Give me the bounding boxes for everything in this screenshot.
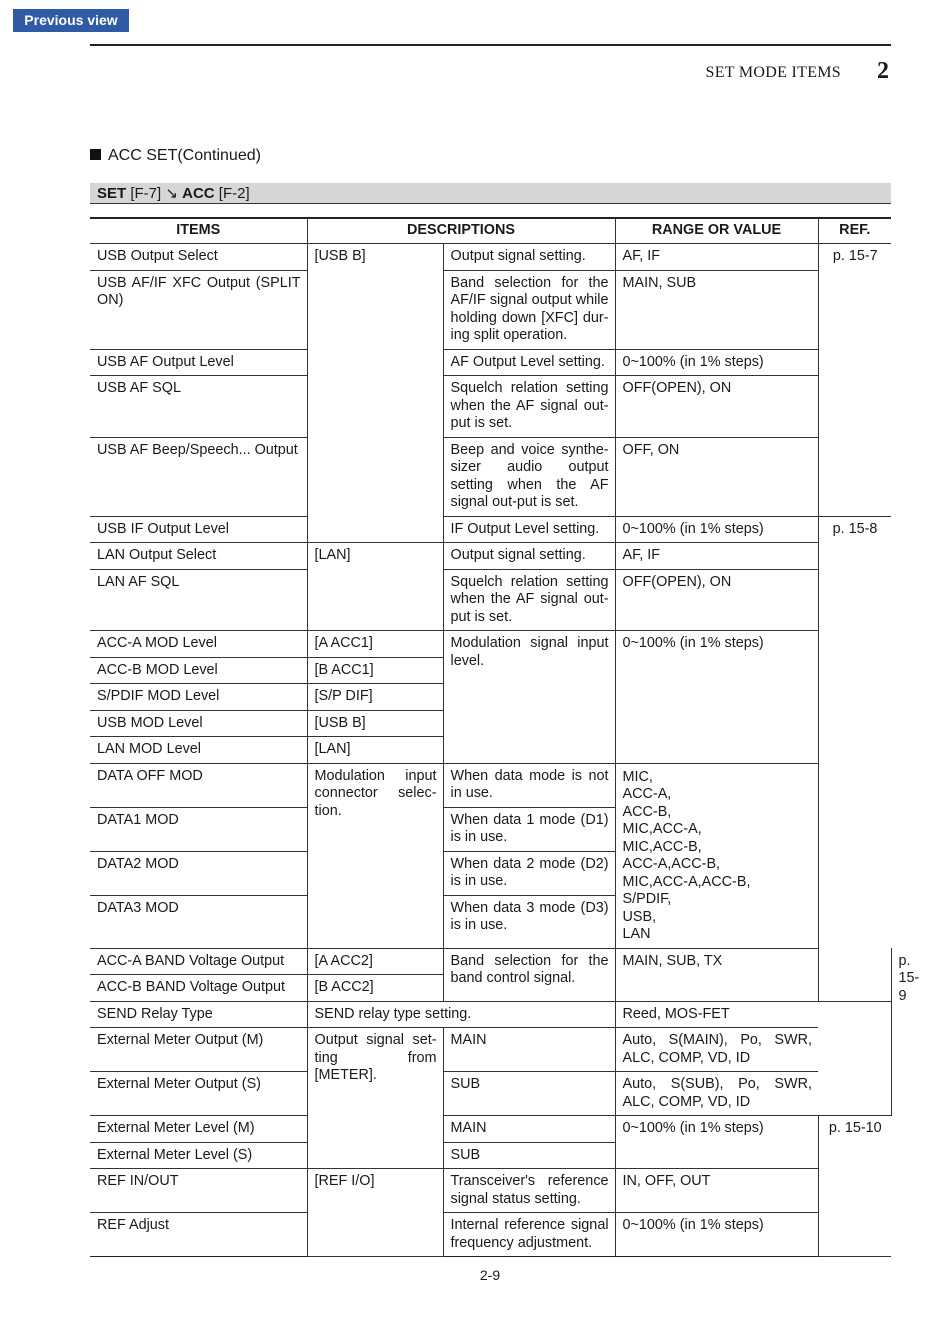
- desc-cell: Transceiver's reference signal status setting.: [443, 1169, 615, 1213]
- range-line: MIC,ACC-A,: [622, 821, 702, 837]
- menu-path-bar: [90, 183, 891, 204]
- table-row: [90, 1213, 891, 1257]
- item-cell: USB Output Select: [90, 244, 307, 271]
- connector-cell: Modulation input connector selec-tion.: [307, 763, 443, 948]
- item-cell: LAN Output Select: [90, 543, 307, 570]
- table-row: [90, 516, 891, 543]
- range-cell: AF, IF: [615, 244, 818, 271]
- connector-cell: [A ACC1]: [307, 631, 443, 658]
- item-cell: USB AF Beep/Speech... Output: [90, 437, 307, 516]
- connector-cell: [REF I/O]: [307, 1169, 443, 1257]
- table-row: [90, 1072, 891, 1116]
- table-row: [90, 244, 891, 271]
- item-cell: ACC-B MOD Level: [90, 657, 307, 684]
- range-line: ACC-A,: [622, 786, 672, 802]
- range-cell: 0~100% (in 1% steps): [615, 516, 818, 543]
- table-row: [90, 349, 891, 376]
- acc-key: [F-2]: [214, 185, 250, 202]
- desc-cell: Modulation signal input level.: [443, 631, 615, 764]
- range-line: S/PDIF,: [622, 891, 672, 907]
- connector-cell: [USB B]: [307, 710, 443, 737]
- connector-cell: [B ACC1]: [307, 657, 443, 684]
- range-line: MIC,: [622, 768, 653, 785]
- range-line: ACC-B,: [622, 803, 672, 820]
- range-cell: Auto, S(MAIN), Po, SWR, ALC, COMP, VD, ID: [615, 1028, 818, 1072]
- desc-cell: When data mode is not in use.: [443, 763, 615, 807]
- item-cell: USB MOD Level: [90, 710, 307, 737]
- item-cell: DATA3 MOD: [90, 895, 307, 948]
- item-cell: LAN AF SQL: [90, 569, 307, 631]
- header-descriptions: DESCRIPTIONS: [307, 218, 615, 244]
- item-cell: External Meter Level (M): [90, 1116, 307, 1143]
- item-cell: DATA1 MOD: [90, 807, 307, 851]
- range-cell: OFF(OPEN), ON: [615, 376, 818, 438]
- desc-cell: Squelch relation setting when the AF signal out-put is set.: [443, 376, 615, 438]
- range-cell: MAIN, SUB, TX: [615, 948, 818, 1001]
- desc-cell: Internal reference signal frequency adjustment.: [443, 1213, 615, 1257]
- table-row: [90, 1169, 891, 1213]
- connector-cell: [LAN]: [307, 737, 443, 764]
- table-row: [90, 543, 891, 570]
- desc-cell: When data 2 mode (D2) is in use.: [443, 851, 615, 895]
- range-cell: MAIN, SUB: [615, 270, 818, 349]
- arrow-icon: ↘: [165, 185, 178, 202]
- desc-cell: IF Output Level setting.: [443, 516, 615, 543]
- table-header-row: [90, 218, 891, 244]
- item-cell: DATA2 MOD: [90, 851, 307, 895]
- desc-cell: Output signal setting.: [443, 543, 615, 570]
- desc-cell: AF Output Level setting.: [443, 349, 615, 376]
- desc-cell: When data 1 mode (D1) is in use.: [443, 807, 615, 851]
- desc-cell: SUB: [443, 1072, 615, 1116]
- item-cell: LAN MOD Level: [90, 737, 307, 764]
- range-cell: Reed, MOS-FET: [615, 1001, 818, 1028]
- table-row: [90, 1028, 891, 1072]
- acc-label: ACC: [182, 185, 215, 202]
- item-cell: SEND Relay Type: [90, 1001, 307, 1028]
- range-cell: OFF, ON: [615, 437, 818, 516]
- set-label: SET: [97, 185, 127, 202]
- table-row: [90, 437, 891, 516]
- item-cell: ACC-B BAND Voltage Output: [90, 975, 307, 1002]
- acc-set-table: [90, 217, 920, 1257]
- desc-cell: When data 3 mode (D3) is in use.: [443, 895, 615, 948]
- item-cell: USB AF Output Level: [90, 349, 307, 376]
- table-row: [90, 376, 891, 438]
- item-cell: USB AF SQL: [90, 376, 307, 438]
- desc-cell: Squelch relation setting when the AF signal out-put is set.: [443, 569, 615, 631]
- desc-cell: MAIN: [443, 1116, 615, 1143]
- header-rule: [90, 44, 891, 46]
- chapter-number: 2: [877, 58, 889, 84]
- range-line: MIC,ACC-A,ACC-B,: [622, 873, 751, 890]
- ref-cell: p. 15-8: [818, 516, 891, 1001]
- table-row: [90, 763, 891, 807]
- item-cell: DATA OFF MOD: [90, 763, 307, 807]
- section-title-text: ACC SET(Continued): [108, 147, 261, 164]
- connector-cell: [S/P DIF]: [307, 684, 443, 711]
- range-line: MIC,ACC-B,: [622, 838, 702, 855]
- connector-cell: [USB B]: [307, 244, 443, 543]
- section-title: [90, 147, 261, 165]
- connector-cell: [A ACC2]: [307, 948, 443, 975]
- item-cell: ACC-A BAND Voltage Output: [90, 948, 307, 975]
- connector-cell: Output signal set-ting from [METER].: [307, 1028, 443, 1169]
- item-cell: USB AF/IF XFC Output (SPLIT ON): [90, 270, 307, 349]
- item-cell: REF IN/OUT: [90, 1169, 307, 1213]
- desc-cell: SUB: [443, 1142, 615, 1169]
- item-cell: S/PDIF MOD Level: [90, 684, 307, 711]
- desc-cell: Band selection for the band control signal.: [443, 948, 615, 1001]
- range-cell: [615, 763, 818, 948]
- desc-cell: Beep and voice synthe-sizer audio output setting when the AF signal out-put is set.: [443, 437, 615, 516]
- page-number: 2-9: [479, 1267, 501, 1283]
- table-row: [90, 270, 891, 349]
- header-title: SET MODE ITEMS: [705, 64, 841, 81]
- range-cell: 0~100% (in 1% steps): [615, 1116, 818, 1169]
- item-cell: REF Adjust: [90, 1213, 307, 1257]
- connector-cell: [LAN]: [307, 543, 443, 631]
- range-line: LAN: [622, 926, 651, 942]
- header-range: RANGE OR VALUE: [615, 218, 818, 244]
- table-row: [90, 1116, 891, 1143]
- ref-cell: p. 15-7: [818, 244, 891, 517]
- range-cell: 0~100% (in 1% steps): [615, 349, 818, 376]
- table-row: [90, 569, 891, 631]
- header-items: ITEMS: [90, 218, 307, 244]
- item-cell: External Meter Level (S): [90, 1142, 307, 1169]
- item-cell: ACC-A MOD Level: [90, 631, 307, 658]
- item-cell: External Meter Output (M): [90, 1028, 307, 1072]
- previous-view-button[interactable]: Previous view: [13, 9, 129, 32]
- range-cell: IN, OFF, OUT: [615, 1169, 818, 1213]
- black-square-icon: [90, 149, 101, 160]
- table-row: [90, 631, 891, 658]
- desc-cell: SEND relay type setting.: [307, 1001, 615, 1028]
- desc-cell: Output signal setting.: [443, 244, 615, 271]
- desc-cell: Band selection for the AF/IF signal output while holding down [XFC] dur-ing split operation.: [443, 270, 615, 349]
- connector-cell: [B ACC2]: [307, 975, 443, 1002]
- set-key: [F-7]: [126, 185, 166, 202]
- range-cell: Auto, S(SUB), Po, SWR, ALC, COMP, VD, ID: [615, 1072, 818, 1116]
- table-row: [90, 1001, 891, 1028]
- item-cell: USB IF Output Level: [90, 516, 307, 543]
- table-row: ACC-A BAND Voltage Output [A ACC2] Band selection for the band control signal. MAIN, SUB, TX p. 15-9: [90, 948, 891, 975]
- range-line: ACC-A,ACC-B,: [622, 856, 721, 872]
- item-cell: External Meter Output (S): [90, 1072, 307, 1116]
- range-cell: AF, IF: [615, 543, 818, 570]
- range-cell: 0~100% (in 1% steps): [615, 631, 818, 764]
- range-cell: OFF(OPEN), ON: [615, 569, 818, 631]
- header-ref: REF.: [818, 218, 891, 244]
- ref-cell: p. 15-10: [818, 1116, 891, 1257]
- range-cell: 0~100% (in 1% steps): [615, 1213, 818, 1257]
- range-line: USB,: [622, 908, 657, 925]
- desc-cell: MAIN: [443, 1028, 615, 1072]
